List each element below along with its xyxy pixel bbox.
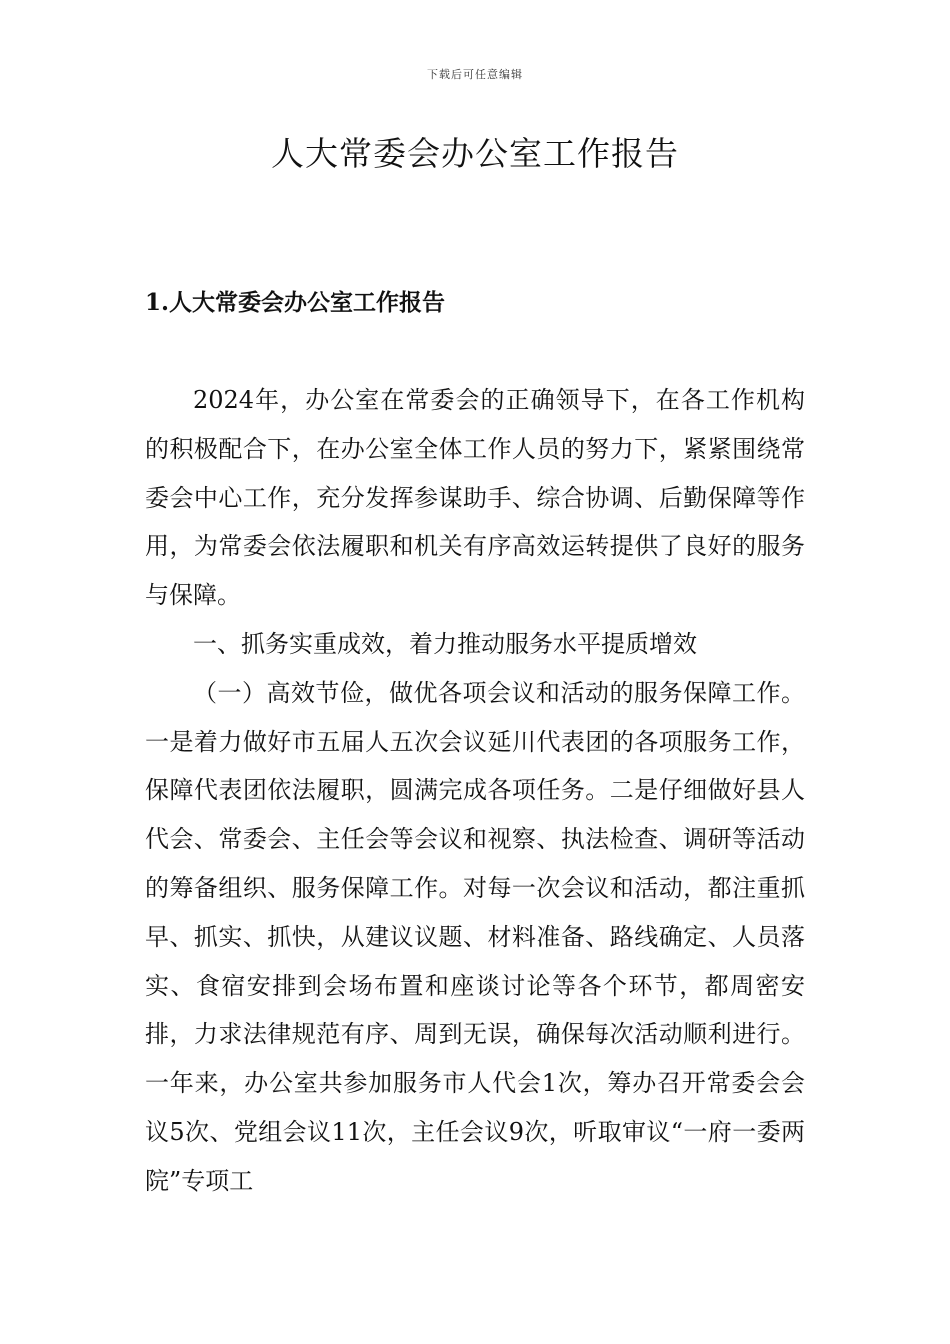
document-title: 人大常委会办公室工作报告 [271,134,679,173]
paragraph-subsection-1: （一）高效节俭，做优各项会议和活动的服务保障工作。一是着力做好市五届人五次会议延川代表团的各项服务工作，保障代表团依法履职，圆满完成各项任务。二是仔细做好县人代会、常委会、主任会等会议和视察、执法检查、调研等活动的筹备组织、服务保障工作。对每一次会议和活动，都注重抓早、抓实、抓快，从建议议题、材料准备、路线确定、人员落实、食宿安排到会场布置和座谈讨论等各个环节，都周密安排，力求法律规范有序、周到无误，确保每次活动顺利进行。一年来，办公室共参加服务市人代会1次，筹办召开常委会会议5次、党组会议11次，主任会议9次，听取审议“一府一委两院”专项工 [145,678,805,1195]
document-body [145,376,805,1206]
paragraph-heading-1: 一、抓务实重成效，着力推动服务水平提质增效 [193,629,697,658]
paragraph-intro: 2024年，办公室在常委会的正确领导下，在各工作机构的积极配合下，在办公室全体工作人员的努力下，紧紧围绕常委会中心工作，充分发挥参谋助手、综合协调、后勤保障等作用，为常委会依法履职和机关有序高效运转提供了良好的服务与保障。 [145,386,805,610]
header-note: 下载后可任意编辑 [427,68,523,81]
section-heading: 1.人大常委会办公室工作报告 [145,289,446,316]
